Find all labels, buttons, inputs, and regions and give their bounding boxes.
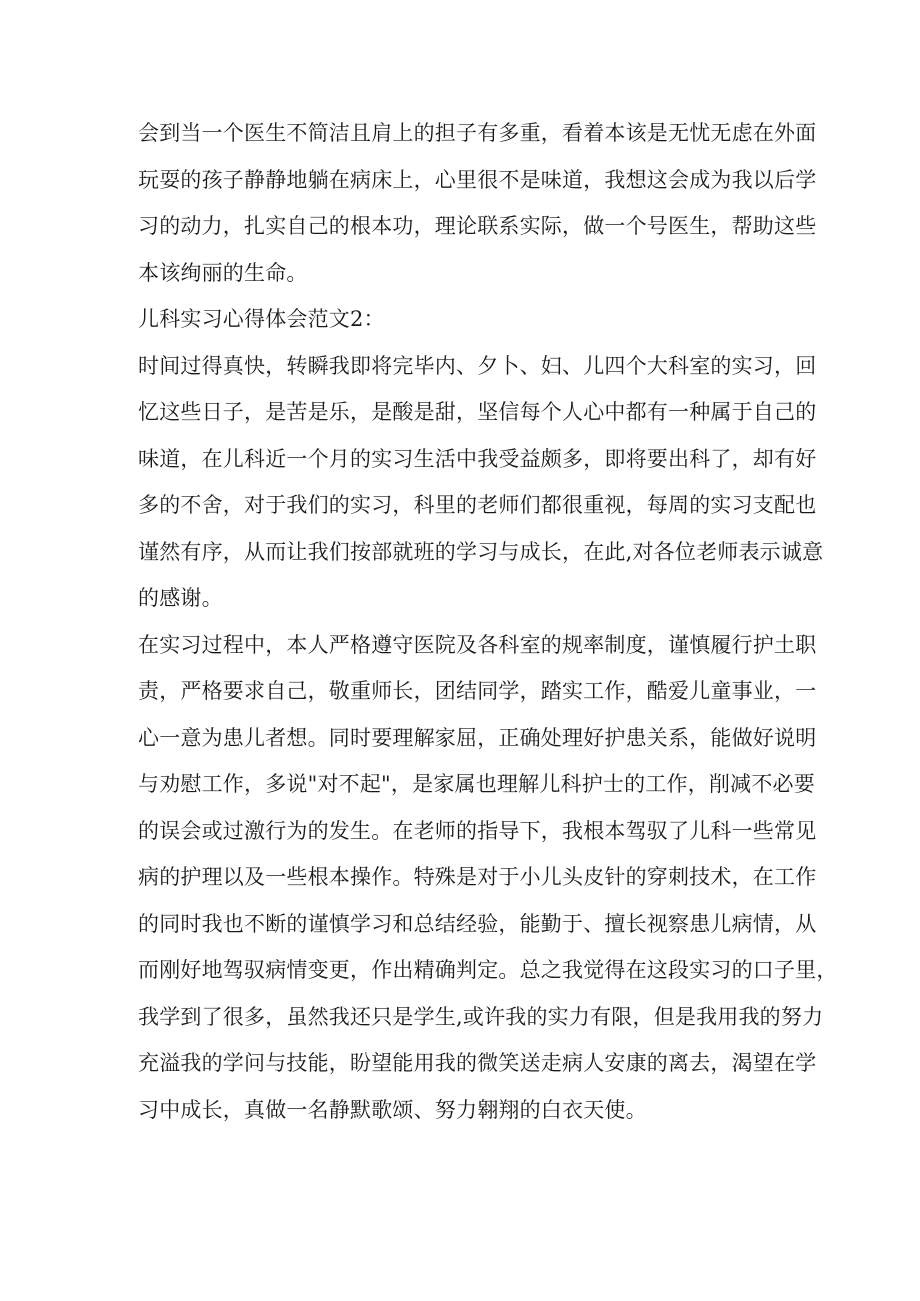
- text-line: 谨然有序，从而让我们按部就班的学习与成长，在此,对各位老师表示诚意: [138, 539, 824, 564]
- text-line: 责，严格要求自己，敬重师长，团结同学，踏实工作，酷爱儿童事业，一: [138, 679, 817, 703]
- text-line: 习中成长，真做一名静默歌颂、努力翱翔的白衣天使。: [138, 1097, 647, 1122]
- text-line: 心一意为患儿者想。同时要理解家屈，正确处理好护患关系，能做好说明: [138, 725, 817, 750]
- text-line: 的同时我也不断的谨慎学习和总结经验，能勤于、擅长视察患儿病情，从: [138, 911, 817, 936]
- text-line: 会到当一个医生不简洁且肩上的担子有多重，看着本该是无忧无虑在外面: [138, 121, 817, 145]
- text-line: 的感谢。: [138, 586, 223, 610]
- text-line: 时间过得真快，转瞬我即将完毕内、夕卜、妇、儿四个大科室的实习，回: [138, 353, 817, 378]
- text-line: 与劝慰工作，多说"对不起"，是家属也理解儿科护士的工作，削减不必要: [138, 772, 815, 796]
- text-line: 味道，在儿科近一个月的实习生活中我受益颇多，即将要出科了，却有好: [138, 446, 817, 471]
- text-line: 在实习过程中，本人严格遵守医院及各科室的规率制度，谨慎履行护土职: [138, 632, 817, 657]
- text-line: 多的不舍，对于我们的实习，科里的老师们都很重视，每周的实习支配也: [138, 493, 817, 517]
- text-line: 忆这些日子，是苦是乐，是酸是甜，坚信每个人心中都有一种属于自己的: [138, 400, 817, 424]
- text-line: 病的护理以及一些根本操作。特殊是对于小儿头皮针的穿刺技术，在工作: [138, 865, 817, 889]
- text-line: 玩耍的孩子静静地躺在病床上，心里很不是味道，我想这会成为我以后学: [138, 167, 817, 192]
- text-line: 习的动力，扎实自己的根本功，理论联系实际，做一个号医生，帮助这些: [138, 214, 817, 238]
- text-line: 的误会或过激行为的发生。在老师的指导下，我根本驾驭了儿科一些常见: [138, 818, 817, 843]
- document-body: [138, 110, 838, 1133]
- text-line: 充溢我的学问与技能，盼望能用我的微笑送走病人安康的离去，渴望在学: [138, 1051, 817, 1075]
- text-line: 本该绚丽的生命。: [138, 260, 308, 285]
- section-heading: 儿科实习心得体会范文2：: [138, 307, 385, 331]
- text-line: 而刚好地驾驭病情变更，作出精确判定。总之我觉得在这段实习的口子里，: [138, 958, 838, 982]
- text-line: 我学到了很多，虽然我还只是学生,或许我的实力有限，但是我用我的努力: [138, 1004, 824, 1029]
